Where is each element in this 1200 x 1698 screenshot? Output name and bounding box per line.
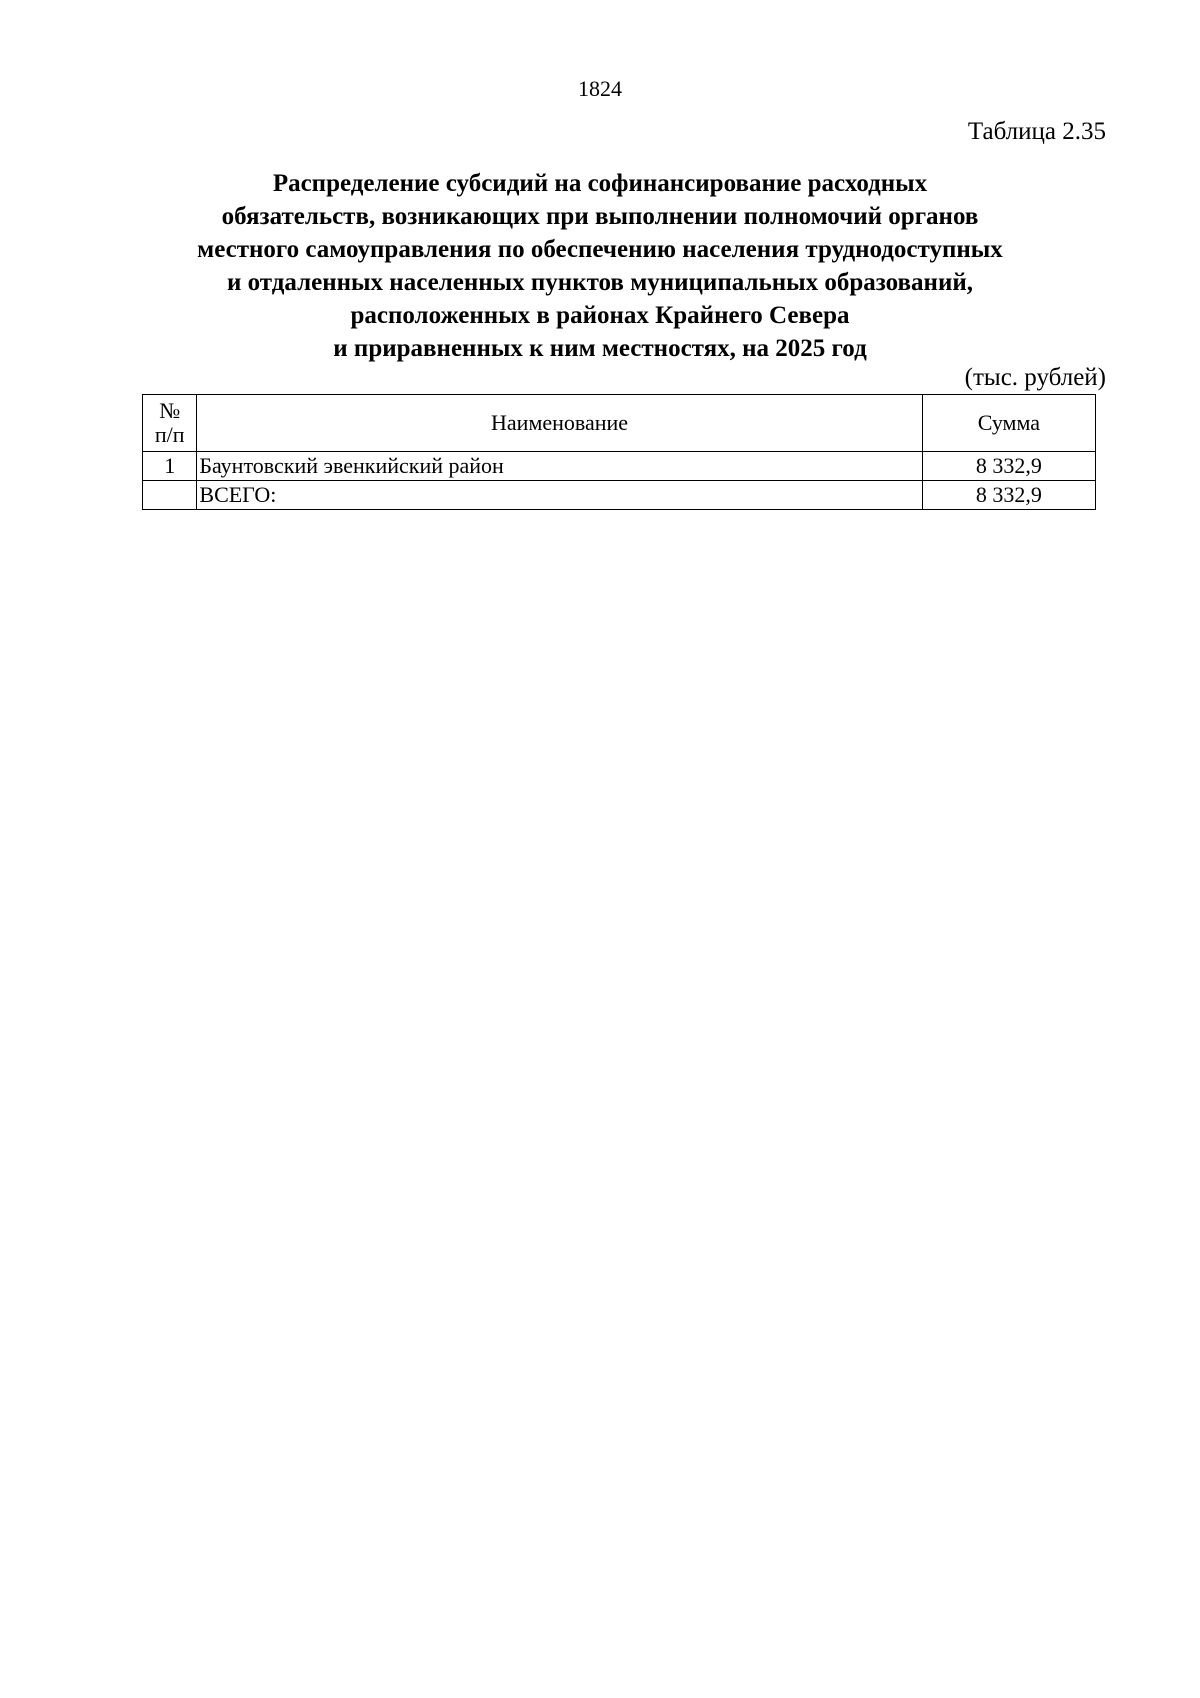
row-sum: 8 332,9: [922, 481, 1095, 510]
row-name: Баунтовский эвенкийский район: [197, 452, 922, 481]
row-num: 1: [143, 452, 197, 481]
header-num: [143, 395, 197, 452]
title-line: и приравненных к ним местностях, на 2025 год: [333, 335, 867, 362]
page-number: 1824: [578, 76, 622, 101]
table-total-row: [143, 481, 1096, 510]
table-header-row: [143, 395, 1096, 452]
header-num-abbr: п/п: [154, 422, 185, 447]
header-name: Наименование: [197, 395, 922, 452]
document-title: [60, 167, 1140, 365]
table-label: Таблица 2.35: [967, 118, 1106, 145]
header-sum: Сумма: [922, 395, 1095, 452]
header-num-symbol: №: [159, 398, 181, 423]
title-line: местного самоуправления по обеспечению населения труднодоступных: [197, 236, 1003, 263]
subsidy-table: [142, 394, 1096, 510]
title-line: расположенных в районах Крайнего Севера: [350, 302, 850, 329]
title-line: Распределение субсидий на софинансирование расходных: [272, 170, 928, 197]
row-name: ВСЕГО:: [197, 481, 922, 510]
row-sum: 8 332,9: [922, 452, 1095, 481]
units-label: (тыс. рублей): [964, 364, 1106, 391]
title-line: обязательств, возникающих при выполнении полномочий органов: [221, 203, 979, 230]
title-line: и отдаленных населенных пунктов муниципальных образований,: [226, 269, 974, 296]
table-row: [143, 452, 1096, 481]
row-num: [143, 481, 197, 510]
